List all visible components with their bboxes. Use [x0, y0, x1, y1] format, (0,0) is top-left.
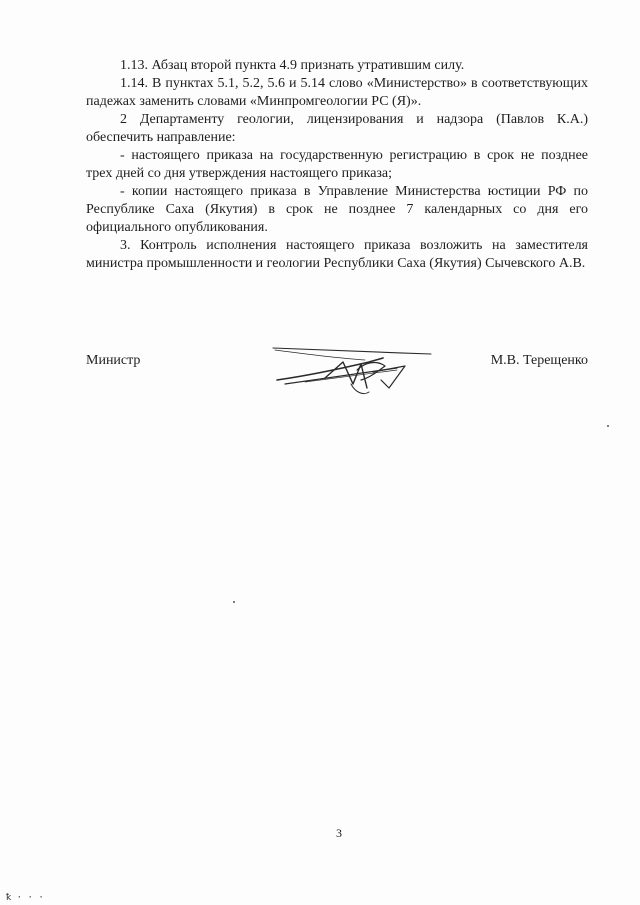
page-number: 3 [336, 826, 342, 840]
paragraph-1-13: 1.13. Абзац второй пункта 4.9 признать утратившим силу. [120, 58, 465, 73]
paragraph-2: 2 Департаменту геологии, лицензирования и надзора (Павлов К.А.) обеспечить направление: [86, 112, 588, 145]
paragraph-1-14: 1.14. В пунктах 5.1, 5.2, 5.6 и 5.14 слово «Министерство» в соответствующих падежах заменить словами «Минпромгеологии РС (Я)». [86, 76, 588, 109]
paragraph-2-item-registration: - настоящего приказа на государственную регистрацию в срок не позднее трех дней со дня утверждения настоящего приказа; [86, 148, 588, 181]
signatory-position: Министр [86, 353, 141, 368]
scan-corner-mark: ꝁ · · · [6, 893, 44, 903]
document-body [86, 57, 588, 273]
paragraph-3: 3. Контроль исполнения настоящего приказа возложить на заместителя министра промышленности и геологии Республики Саха (Якутия) Сычевского А.В. [86, 238, 588, 271]
scan-speck [233, 601, 235, 603]
handwritten-signature [265, 340, 440, 400]
scan-speck [607, 425, 609, 427]
paragraph-2-item-ministry-copy: - копии настоящего приказа в Управление Министерства юстиции РФ по Республике Саха (Якутия) в срок не позднее 7 календарных со дня его официального опубликования. [86, 184, 588, 235]
signatory-name: М.В. Терещенко [490, 353, 588, 368]
